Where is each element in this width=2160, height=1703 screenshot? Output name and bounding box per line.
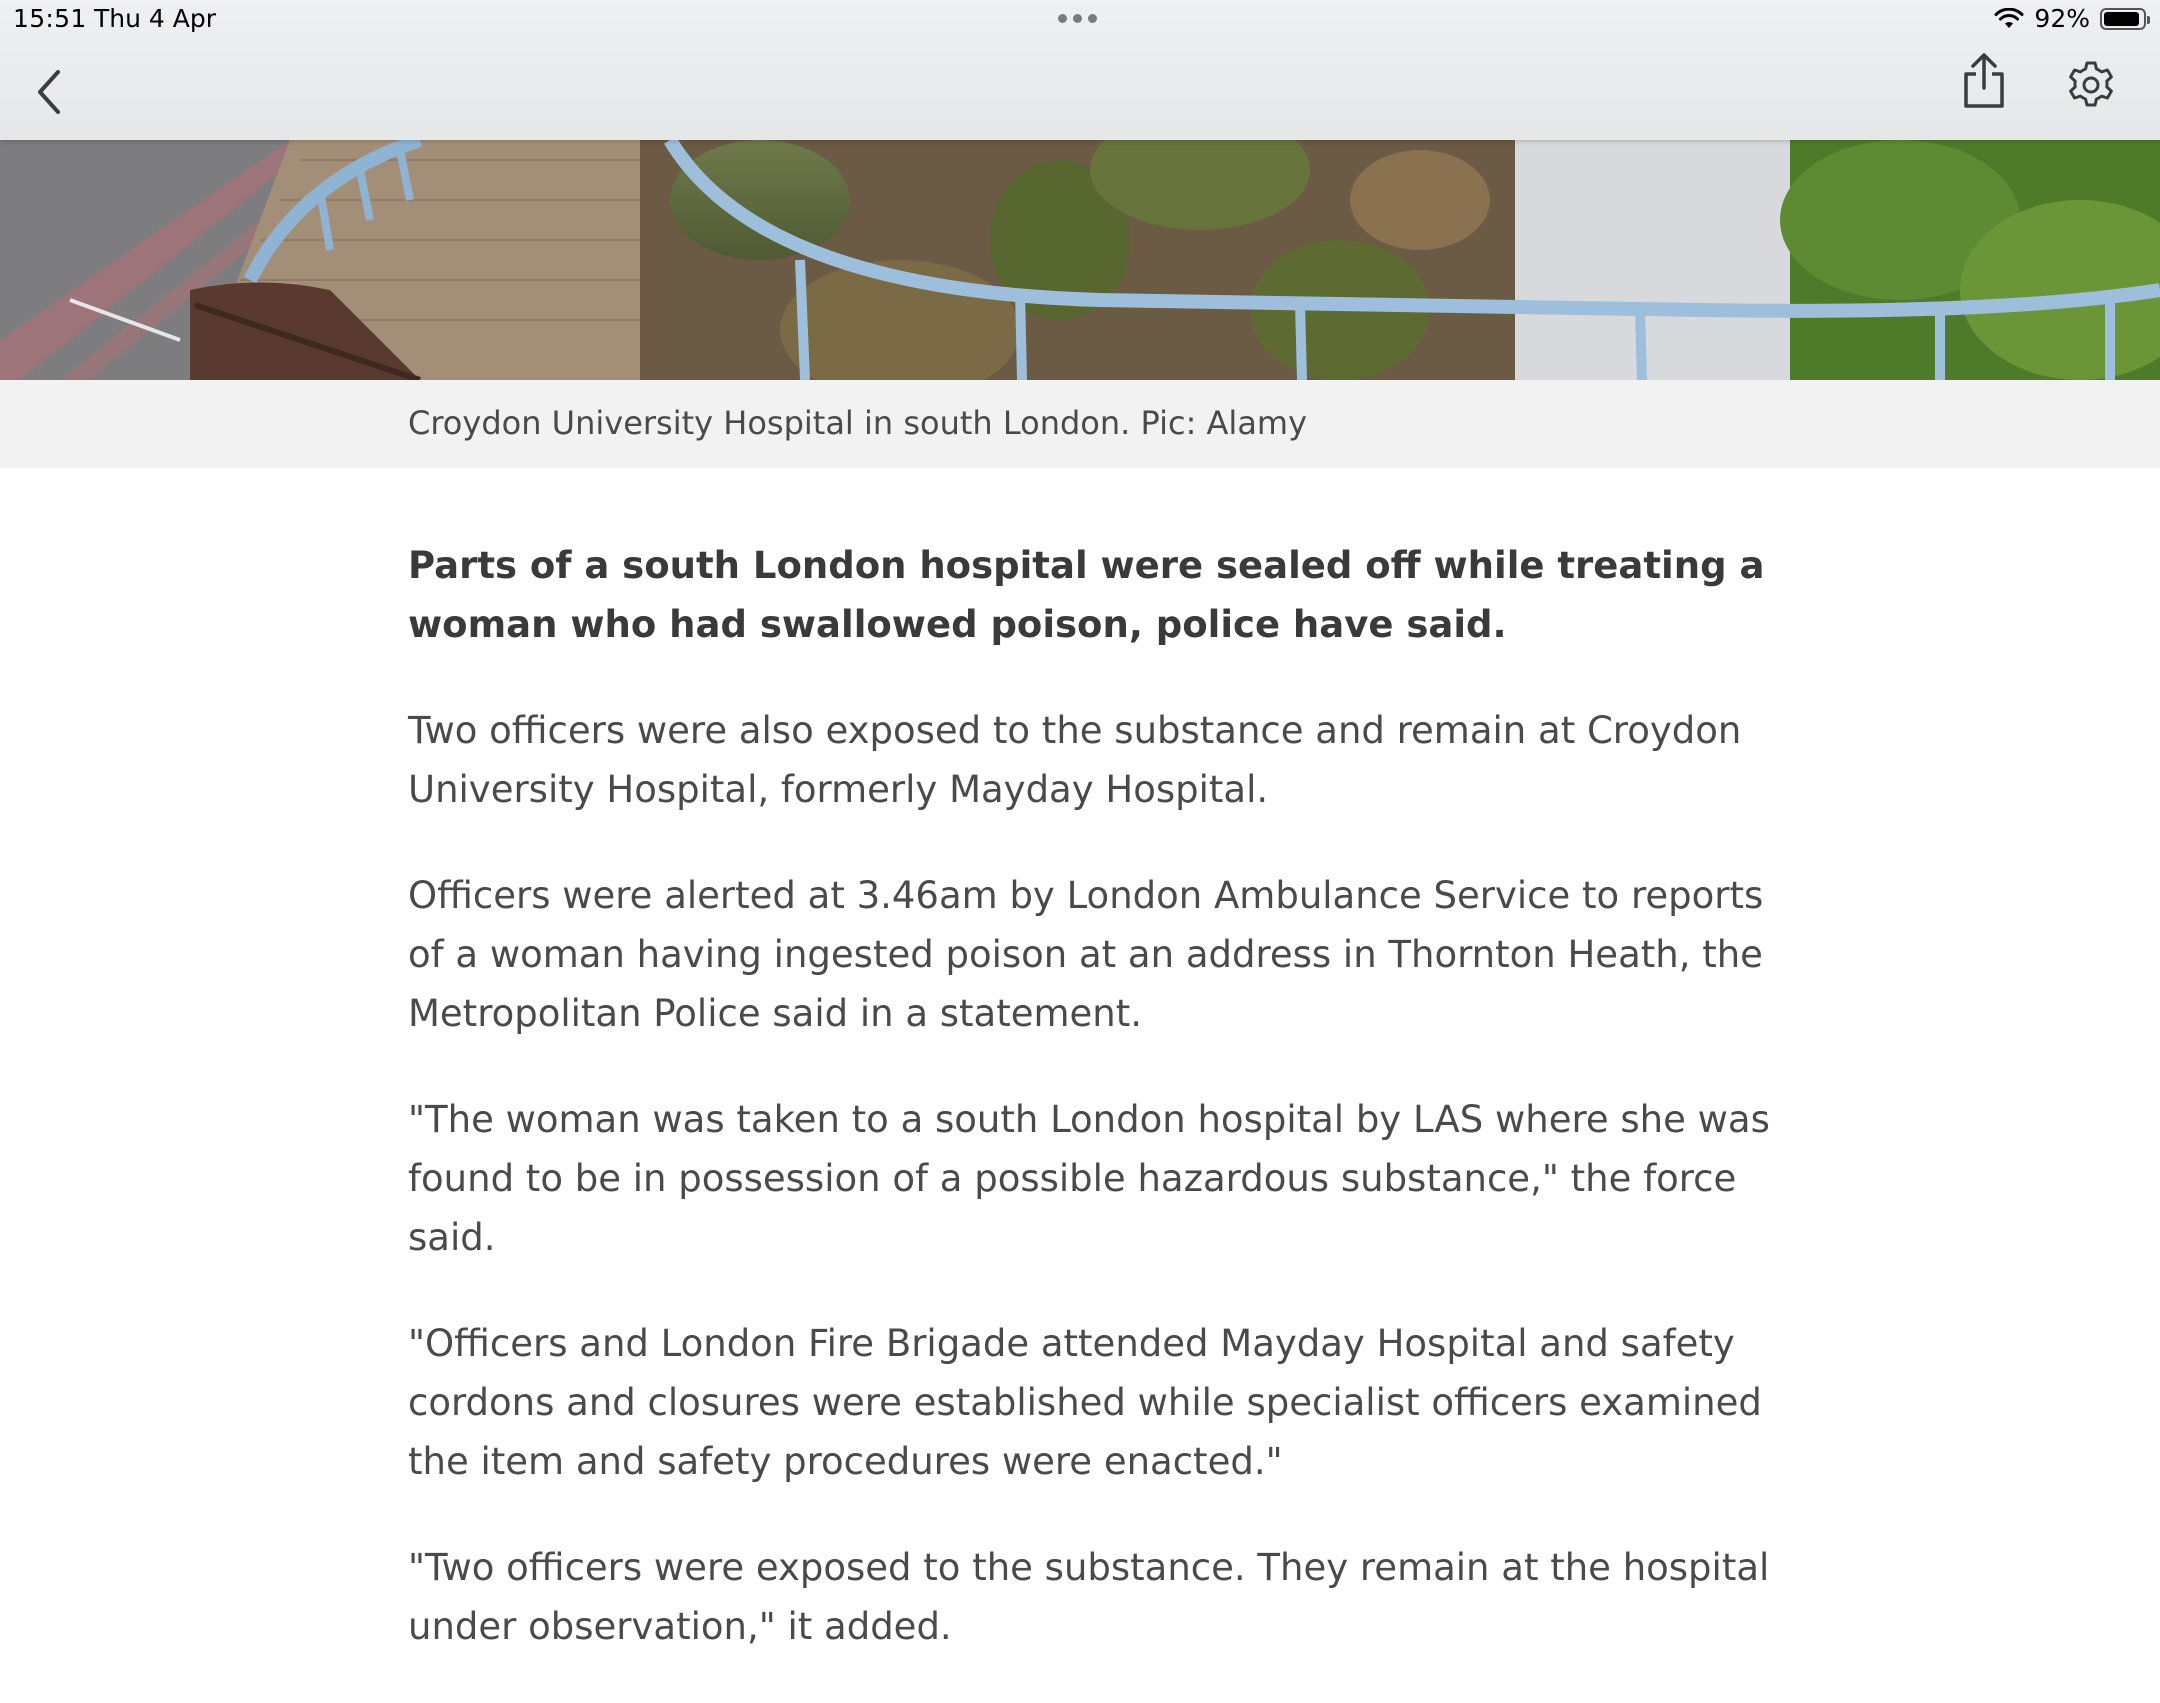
image-caption-bar bbox=[0, 380, 2160, 468]
article-paragraph: Two officers were also exposed to the substance and remain at Croydon University Hospital, formerly Mayday Hospital. bbox=[408, 709, 1742, 811]
battery-icon bbox=[2100, 8, 2146, 30]
gear-icon bbox=[2066, 60, 2116, 110]
status-indicators bbox=[1994, 4, 2146, 33]
settings-button[interactable] bbox=[2066, 60, 2116, 110]
multitasking-handle[interactable] bbox=[1058, 14, 1097, 23]
chevron-left-icon bbox=[28, 64, 72, 120]
article-paragraph: "The woman was taken to a south London hospital by LAS where she was found to be in possession of a possible hazardous substance," the force said. bbox=[408, 1098, 1770, 1259]
image-caption: Croydon University Hospital in south London. Pic: Alamy bbox=[408, 404, 1308, 442]
article-lead-paragraph: Parts of a south London hospital were sealed off while treating a woman who had swallowed poison, police have said. bbox=[408, 544, 1765, 646]
back-button[interactable] bbox=[28, 64, 72, 120]
status-date: Thu 4 Apr bbox=[94, 4, 217, 33]
article-paragraph: "Officers and London Fire Brigade attended Mayday Hospital and safety cordons and closures were established while specialist officers examined the item and safety procedures were enacted." bbox=[408, 1322, 1762, 1483]
status-time: 15:51 bbox=[13, 4, 87, 33]
wifi-icon bbox=[1994, 8, 2024, 30]
battery-level bbox=[2104, 12, 2139, 26]
battery-percentage: 92% bbox=[2034, 4, 2090, 33]
article-paragraph: Officers were alerted at 3.46am by London Ambulance Service to reports of a woman having ingested poison at an address in Thornton Heath, the Metropolitan Police said in a statement. bbox=[408, 874, 1764, 1035]
article-paragraph: "Two officers were exposed to the substance. They remain at the hospital under observation," it added. bbox=[408, 1546, 1770, 1648]
status-bar bbox=[0, 0, 2160, 40]
hospital-photo bbox=[0, 140, 2160, 380]
hero-image bbox=[0, 140, 2160, 380]
share-icon bbox=[1960, 50, 2008, 112]
share-button[interactable] bbox=[1960, 50, 2008, 112]
article-body bbox=[408, 536, 1778, 1703]
